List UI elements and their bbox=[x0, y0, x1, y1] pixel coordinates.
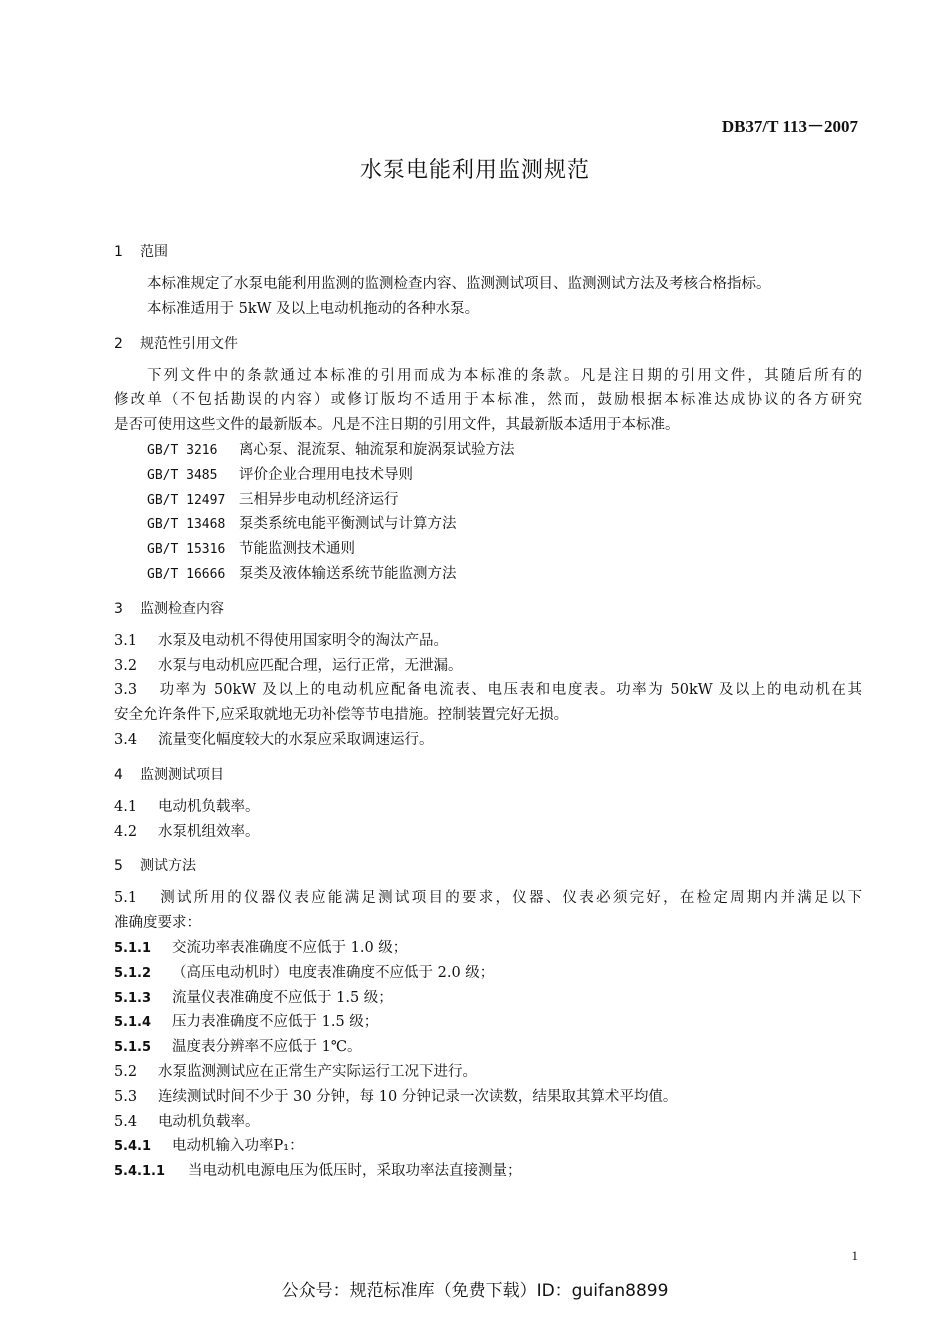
reference-title: 泵类系统电能平衡测试与计算方法 bbox=[239, 516, 457, 533]
reference-item bbox=[114, 463, 862, 488]
clause-number: 5.1 bbox=[114, 890, 138, 907]
clause-text: 水泵与电动机应匹配合理，运行正常，无泄漏。 bbox=[158, 657, 463, 674]
reference-title: 三相异步电动机经济运行 bbox=[239, 491, 399, 508]
clause-number: 5.4 bbox=[114, 1113, 138, 1130]
reference-item bbox=[114, 537, 862, 562]
clause-number: 3.3 bbox=[114, 682, 138, 699]
section-number: 2 bbox=[114, 335, 123, 352]
clause-text: 电动机负载率。 bbox=[158, 1113, 260, 1130]
clause-text: 压力表准确度不应低于 1.5 级； bbox=[172, 1014, 379, 1031]
clause-text: 当电动机电源电压为低压时，采取功率法直接测量； bbox=[188, 1163, 522, 1180]
clause bbox=[114, 1010, 862, 1035]
clause-continuation: 准确度要求： bbox=[114, 915, 201, 932]
paragraph-line: 下列文件中的条款通过本标准的引用而成为本标准的条款。凡是注日期的引用文件，其随后所有的 bbox=[147, 367, 862, 384]
section-title: 范围 bbox=[140, 244, 168, 260]
paragraph: 本标准适用于 5kW 及以上电动机拖动的各种水泵。 bbox=[147, 300, 480, 317]
reference-item bbox=[114, 562, 862, 587]
clause-number: 5.1.5 bbox=[114, 1040, 152, 1056]
section-title: 监测检查内容 bbox=[140, 600, 224, 617]
clause-number: 3.1 bbox=[114, 632, 138, 649]
clause-text: 流量仪表准确度不应低于 1.5 级； bbox=[172, 989, 393, 1006]
clause bbox=[114, 1035, 862, 1060]
clause bbox=[114, 1085, 862, 1110]
clause bbox=[114, 629, 862, 654]
clause-text: 交流功率表准确度不应低于 1.0 级； bbox=[172, 939, 408, 956]
clause-number: 5.3 bbox=[114, 1088, 138, 1105]
clause-text: 水泵机组效率。 bbox=[158, 823, 260, 840]
reference-title: 节能监测技术通则 bbox=[239, 541, 355, 558]
reference-item bbox=[114, 512, 862, 537]
clause-text: 电动机负载率。 bbox=[158, 798, 260, 815]
document-body bbox=[114, 240, 862, 1184]
clause bbox=[114, 886, 862, 911]
section-number: 1 bbox=[114, 244, 123, 260]
reference-code: GB/T 16666 bbox=[147, 566, 226, 582]
reference-title: 离心泵、混流泵、轴流泵和旋涡泵试验方法 bbox=[239, 441, 515, 458]
clause bbox=[114, 654, 862, 679]
clause bbox=[114, 820, 862, 845]
clause bbox=[114, 936, 862, 961]
footer-watermark: 公众号：规范标准库（免费下载）ID：guifan8899 bbox=[281, 1281, 669, 1301]
section-1-heading bbox=[114, 240, 862, 264]
clause bbox=[114, 986, 862, 1011]
section-title: 监测测试项目 bbox=[140, 766, 224, 783]
section-number: 4 bbox=[114, 766, 123, 783]
reference-title: 评价企业合理用电技术导则 bbox=[239, 466, 413, 483]
clause-text: 水泵监测测试应在正常生产实际运行工况下进行。 bbox=[158, 1063, 477, 1080]
reference-code: GB/T 15316 bbox=[147, 542, 226, 558]
section-title: 规范性引用文件 bbox=[140, 335, 238, 352]
clause bbox=[114, 678, 862, 703]
reference-code: GB/T 3485 bbox=[147, 467, 218, 483]
clause-number: 5.1.1 bbox=[114, 940, 152, 956]
clause bbox=[114, 795, 862, 820]
reference-title: 泵类及液体输送系统节能监测方法 bbox=[239, 565, 457, 582]
section-number: 3 bbox=[114, 600, 123, 617]
clause-continuation: 安全允许条件下,应采取就地无功补偿等节电措施。控制装置完好无损。 bbox=[114, 707, 569, 724]
clause-text: 功率为 50kW 及以上的电动机应配备电流表、电压表和电度表。功率为 50kW 及以上的电动机在其 bbox=[158, 682, 862, 699]
clause-number: 5.4.1 bbox=[114, 1139, 152, 1155]
clause-number: 5.1.4 bbox=[114, 1015, 152, 1031]
clause-number: 5.2 bbox=[114, 1063, 138, 1080]
section-number: 5 bbox=[114, 858, 123, 875]
clause-number: 5.4.1.1 bbox=[114, 1164, 165, 1180]
section-2-heading bbox=[114, 332, 862, 356]
clause-text: 温度表分辨率不应低于 1℃。 bbox=[172, 1039, 362, 1056]
paragraph-line: 修改单（不包括勘误的内容）或修订版均不适用于本标准，然而，鼓励根据本标准达成协议的各方研究 bbox=[114, 392, 862, 409]
clause-text: 流量变化幅度较大的水泵应采取调速运行。 bbox=[158, 731, 434, 748]
section-4-heading bbox=[114, 763, 862, 787]
clause bbox=[114, 961, 862, 986]
reference-item bbox=[114, 438, 862, 463]
reference-code: GB/T 3216 bbox=[147, 442, 218, 458]
page-number: 1 bbox=[851, 1248, 858, 1263]
clause-text: 测试所用的仪器仪表应能满足测试项目的要求，仪器、仪表必须完好，在检定周期内并满足以下 bbox=[158, 890, 862, 907]
reference-code: GB/T 12497 bbox=[147, 492, 226, 508]
section-5-heading bbox=[114, 854, 862, 878]
standard-code: DB37/T 113－2007 bbox=[721, 117, 858, 136]
clause-text: 连续测试时间不少于 30 分钟，每 10 分钟记录一次读数，结果取其算术平均值。 bbox=[158, 1088, 678, 1105]
clause-number: 3.4 bbox=[114, 731, 138, 748]
clause-text: 水泵及电动机不得使用国家明令的淘汰产品。 bbox=[158, 632, 448, 649]
section-title: 测试方法 bbox=[140, 858, 196, 875]
clause-number: 4.2 bbox=[114, 823, 138, 840]
paragraph: 本标准规定了水泵电能利用监测的监测检查内容、监测测试项目、监测测试方法及考核合格指标。 bbox=[147, 276, 771, 292]
document-title: 水泵电能利用监测规范 bbox=[359, 158, 590, 183]
reference-code: GB/T 13468 bbox=[147, 517, 226, 533]
clause bbox=[114, 1110, 862, 1135]
clause-number: 4.1 bbox=[114, 798, 138, 815]
clause-number: 3.2 bbox=[114, 657, 138, 674]
clause-number: 5.1.2 bbox=[114, 965, 152, 981]
clause bbox=[114, 1134, 862, 1159]
reference-item bbox=[114, 488, 862, 513]
clause bbox=[114, 728, 862, 753]
clause bbox=[114, 1159, 862, 1184]
clause-text: （高压电动机时）电度表准确度不应低于 2.0 级； bbox=[172, 964, 495, 981]
paragraph-line: 是否可使用这些文件的最新版本。凡是不注日期的引用文件，其最新版本适用于本标准。 bbox=[114, 417, 680, 434]
clause-text: 电动机输入功率P₁： bbox=[172, 1138, 304, 1155]
clause bbox=[114, 1060, 862, 1085]
section-3-heading bbox=[114, 597, 862, 621]
clause-number: 5.1.3 bbox=[114, 990, 152, 1006]
